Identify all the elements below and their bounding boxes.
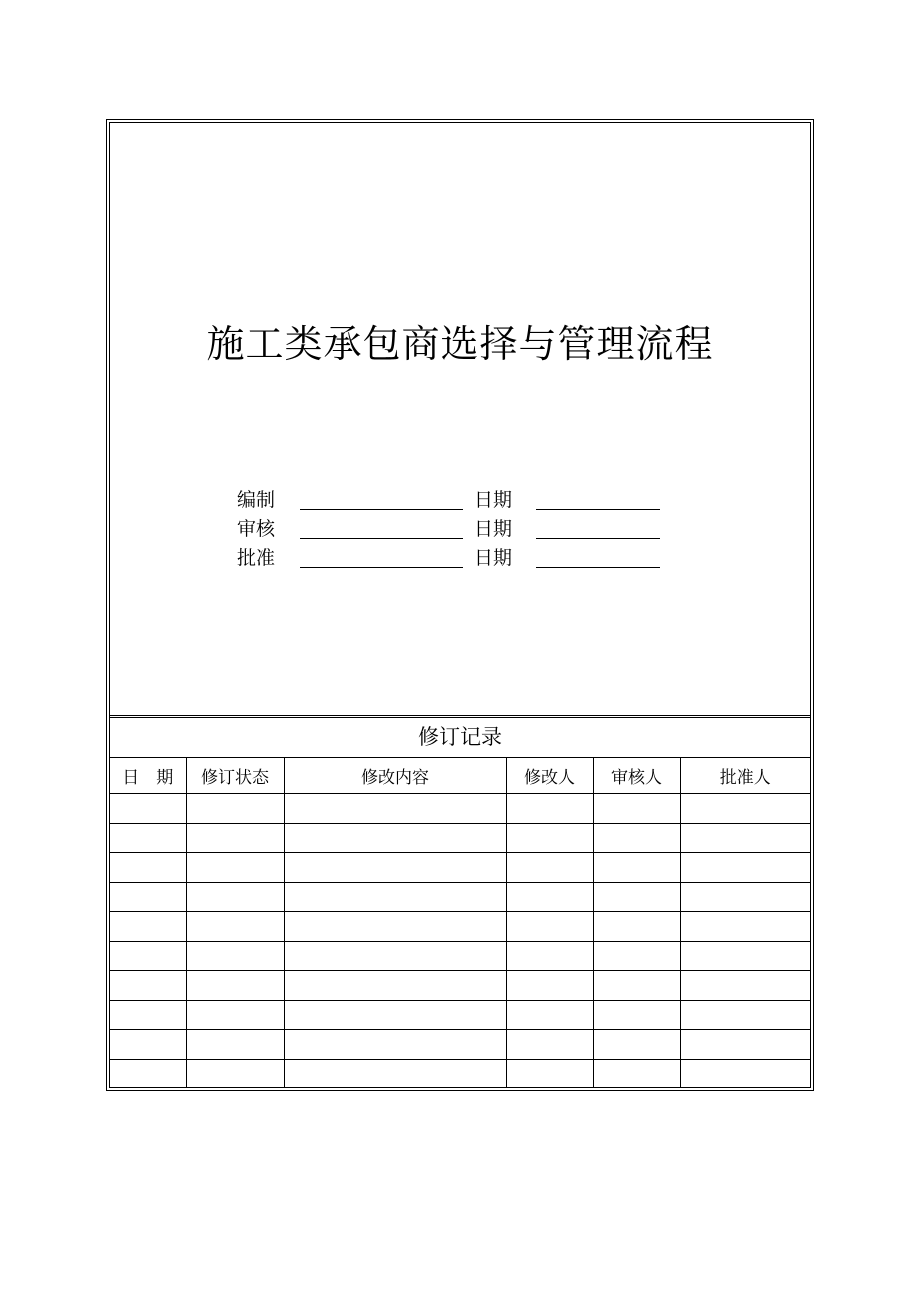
table-cell[interactable] <box>506 794 593 824</box>
table-cell[interactable] <box>680 912 810 942</box>
table-cell[interactable] <box>186 853 284 883</box>
table-row <box>110 882 810 912</box>
table-cell[interactable] <box>284 941 506 971</box>
table-cell[interactable] <box>593 1000 680 1030</box>
table-cell[interactable] <box>593 912 680 942</box>
signoff-label: 批准 <box>237 547 276 569</box>
table-cell[interactable] <box>506 1000 593 1030</box>
table-row <box>110 971 810 1001</box>
table-cell[interactable] <box>680 1030 810 1060</box>
table-row <box>110 1000 810 1030</box>
column-header-reviewer: 审核人 <box>593 758 680 794</box>
signoff-row-approved <box>110 543 810 571</box>
table-cell[interactable] <box>110 1030 186 1060</box>
revision-table-body <box>110 794 810 1089</box>
table-row <box>110 912 810 942</box>
table-cell[interactable] <box>593 882 680 912</box>
table-cell[interactable] <box>186 882 284 912</box>
table-cell[interactable] <box>284 912 506 942</box>
table-cell[interactable] <box>284 794 506 824</box>
signature-line <box>300 509 463 510</box>
table-cell[interactable] <box>110 1059 186 1088</box>
table-cell[interactable] <box>284 853 506 883</box>
table-row <box>110 794 810 824</box>
table-cell[interactable] <box>680 882 810 912</box>
table-cell[interactable] <box>186 912 284 942</box>
table-row <box>110 823 810 853</box>
table-cell[interactable] <box>506 1030 593 1060</box>
table-cell[interactable] <box>593 971 680 1001</box>
table-cell[interactable] <box>284 823 506 853</box>
table-cell[interactable] <box>110 941 186 971</box>
table-cell[interactable] <box>593 823 680 853</box>
table-cell[interactable] <box>506 912 593 942</box>
table-cell[interactable] <box>680 941 810 971</box>
date-label: 日期 <box>474 547 513 569</box>
table-cell[interactable] <box>506 882 593 912</box>
table-cell[interactable] <box>110 1000 186 1030</box>
signature-line <box>300 567 463 568</box>
document-title: 施工类承包商选择与管理流程 <box>206 322 714 366</box>
table-cell[interactable] <box>110 823 186 853</box>
table-cell[interactable] <box>284 1030 506 1060</box>
signoff-row-prepared <box>110 485 810 513</box>
table-cell[interactable] <box>506 823 593 853</box>
table-cell[interactable] <box>284 882 506 912</box>
signoff-label: 审核 <box>237 518 276 540</box>
date-line <box>536 538 660 539</box>
table-cell[interactable] <box>284 1000 506 1030</box>
table-cell[interactable] <box>506 853 593 883</box>
date-label: 日期 <box>474 489 513 511</box>
table-cell[interactable] <box>186 1059 284 1088</box>
table-row <box>110 941 810 971</box>
table-cell[interactable] <box>506 971 593 1001</box>
table-row <box>110 1030 810 1060</box>
table-cell[interactable] <box>593 1030 680 1060</box>
column-header-status: 修订状态 <box>186 758 284 794</box>
document-inner-frame <box>109 122 811 1088</box>
table-cell[interactable] <box>506 1059 593 1088</box>
table-cell[interactable] <box>110 853 186 883</box>
table-cell[interactable] <box>680 1059 810 1088</box>
column-header-modifier: 修改人 <box>506 758 593 794</box>
column-header-content: 修改内容 <box>284 758 506 794</box>
document-frame <box>106 119 814 1091</box>
date-line <box>536 567 660 568</box>
table-cell[interactable] <box>110 971 186 1001</box>
table-cell[interactable] <box>593 1059 680 1088</box>
revision-record-section <box>110 718 810 1087</box>
table-cell[interactable] <box>680 971 810 1001</box>
signature-line <box>300 538 463 539</box>
table-cell[interactable] <box>186 1000 284 1030</box>
signoff-label: 编制 <box>237 489 276 511</box>
date-line <box>536 509 660 510</box>
column-header-date: 日 期 <box>110 758 186 794</box>
table-cell[interactable] <box>506 941 593 971</box>
table-cell[interactable] <box>110 882 186 912</box>
revision-record-title: 修订记录 <box>110 718 810 758</box>
table-header-row <box>110 758 810 794</box>
table-cell[interactable] <box>680 794 810 824</box>
table-row <box>110 853 810 883</box>
signoff-row-reviewed <box>110 514 810 542</box>
table-cell[interactable] <box>680 853 810 883</box>
table-cell[interactable] <box>186 823 284 853</box>
table-cell[interactable] <box>284 971 506 1001</box>
table-cell[interactable] <box>186 971 284 1001</box>
table-cell[interactable] <box>186 794 284 824</box>
revision-table <box>110 758 810 1088</box>
table-cell[interactable] <box>284 1059 506 1088</box>
table-cell[interactable] <box>680 823 810 853</box>
table-cell[interactable] <box>110 912 186 942</box>
table-cell[interactable] <box>186 941 284 971</box>
table-cell[interactable] <box>110 794 186 824</box>
table-cell[interactable] <box>593 941 680 971</box>
table-cell[interactable] <box>593 853 680 883</box>
table-cell[interactable] <box>186 1030 284 1060</box>
table-cell[interactable] <box>680 1000 810 1030</box>
column-header-approver: 批准人 <box>680 758 810 794</box>
table-row <box>110 1059 810 1088</box>
table-cell[interactable] <box>593 794 680 824</box>
cover-section <box>110 123 810 718</box>
date-label: 日期 <box>474 518 513 540</box>
